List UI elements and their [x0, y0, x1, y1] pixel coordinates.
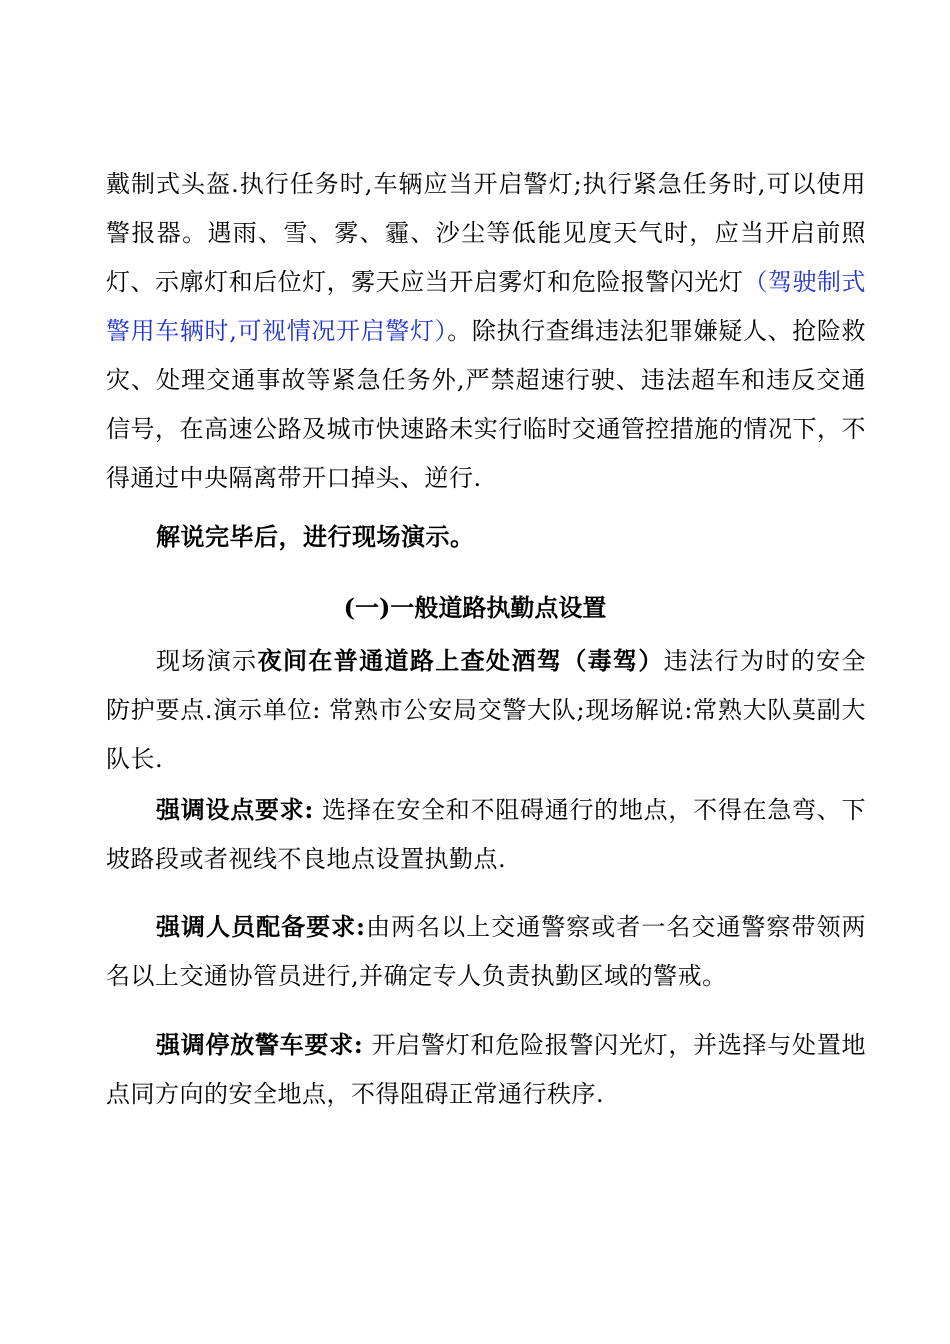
paragraph-duty-rules-note: （驾驶制式警用车辆时,可视情况开启警灯）: [106, 268, 867, 345]
paragraph-duty-rules: [106, 160, 866, 503]
paragraph-demo-text-c: 违法行为时的安全防护要点.演示单位: 常熟市公安局交警大队;现场解说:常熟大队莫副大队长.: [106, 647, 867, 773]
paragraph-demo-text-a: 现场演示: [156, 647, 258, 675]
paragraph-vehicle-requirement: [106, 1020, 866, 1119]
paragraph-demo-description: [106, 636, 866, 784]
paragraph-demo-emphasis: 夜间在普通道路上查处酒驾（毒驾）: [257, 646, 664, 675]
paragraph-duty-rules-text-a: 戴制式头盔.执行任务时,车辆应当开启警灯;执行紧急任务时,可以使用警报器。遇雨、雪、雾、霾、沙尘等低能见度天气时，应当开启前照灯、示廓灯和后位灯，雾天应当开启雾灯和危险报警闪光灯: [106, 170, 866, 296]
vehicle-requirement-label: 强调停放警车要求:: [156, 1030, 364, 1059]
paragraph-duty-rules-text-c: 。除执行查缉违法犯罪嫌疑人、抢险救灾、处理交通事故等紧急任务外,严禁超速行驶、违法超车和违反交通信号，在高速公路及城市快速路未实行临时交通管控措施的情况下，不得通过中央隔离带开口掉头、逆行.: [106, 317, 866, 492]
vehicle-requirement-text: 开启警灯和危险报警闪光灯，并选择与处置地点同方向的安全地点，不得阻碍正常通行秩序.: [106, 1031, 866, 1108]
section-heading: (一)一般道路执勤点设置: [343, 593, 607, 622]
paragraph-demo-start: 解说完毕后，进行现场演示。: [156, 522, 475, 551]
staff-requirement-label: 强调人员配备要求:: [156, 912, 366, 941]
site-requirement-label: 强调设点要求:: [156, 795, 314, 824]
site-requirement-text: 选择在安全和不阻碍通行的地点，不得在急弯、下坡路段或者视线不良地点设置执勤点.: [106, 796, 867, 873]
paragraph-staff-requirement: [106, 902, 866, 1001]
paragraph-site-requirement: [106, 785, 866, 884]
staff-requirement-text: 由两名以上交通警察或者一名交通警察带领两名以上交通协管员进行,并确定专人负责执勤区域的警戒。: [106, 913, 867, 990]
